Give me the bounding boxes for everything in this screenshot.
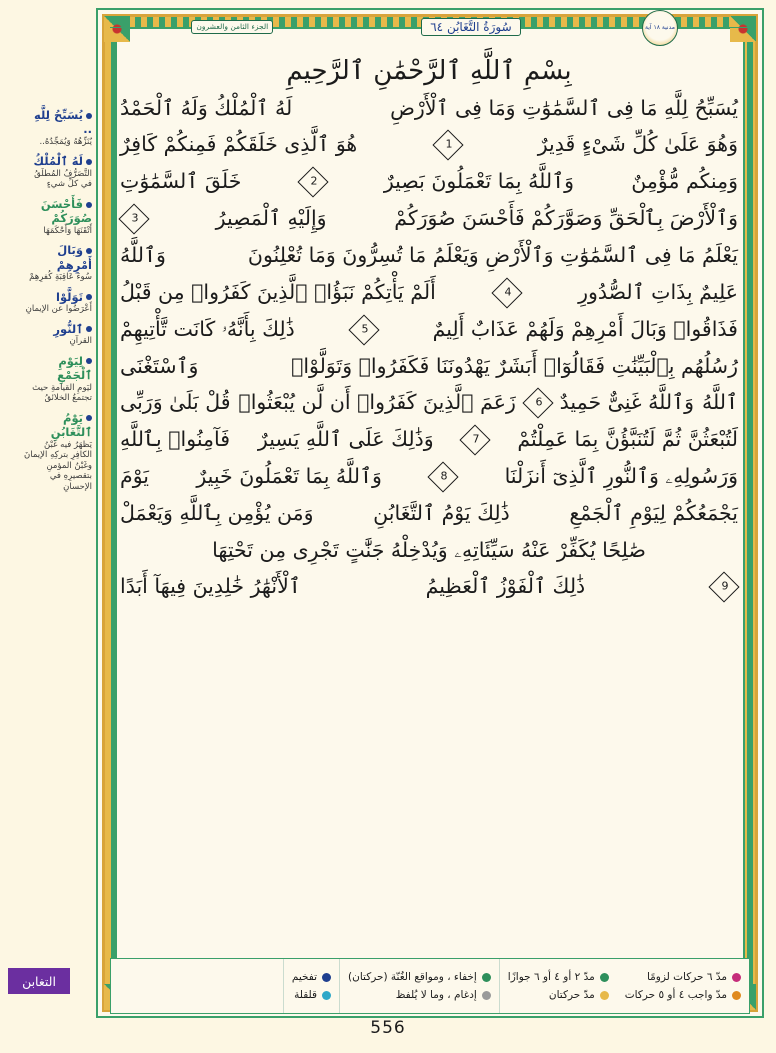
list-item [508, 971, 609, 983]
list-item [24, 154, 92, 190]
quran-line [118, 201, 740, 238]
quran-segment: يَعْلَمُ مَا فِى ٱلسَّمَٰوَٰتِ وَٱلْأَرْضِ وَيَعْلَمُ مَا تُسِرُّونَ وَمَا تُعْلِنُونَ [247, 243, 738, 268]
quran-segment: خَلَقَ ٱلسَّمَٰوَٰتِ [120, 169, 242, 194]
quran-line [118, 164, 740, 201]
quran-segment: ٱلْأَنْهَٰرُ خَٰلِدِينَ فِيهَآ أَبَدًا [120, 574, 301, 599]
quran-segment: رُسُلُهُم بِٱلْبَيِّنَٰتِ فَقَالُوٓا۟ أَبَشَرٌ يَهْدُونَنَا فَكَفَرُوا۟ وَتَوَلَّوْا۟ [291, 353, 738, 378]
legend-column [339, 959, 499, 1013]
note-body: أَعْرَضُوا عن الإيمانِ [25, 304, 92, 315]
legend-column [617, 959, 749, 1013]
color-swatch-icon [600, 991, 609, 1000]
quran-segment: وَٱللَّهُ بِمَا تَعْمَلُونَ بَصِيرٌ [383, 169, 575, 194]
list-item [292, 989, 331, 1001]
quran-segment: يَجْمَعُكُمْ لِيَوْمِ ٱلْجَمْعِ [569, 501, 738, 526]
aya-number-5: 5 [348, 314, 379, 345]
aya-number-7: 7 [460, 424, 491, 455]
legend-label: إدغام ، وما لا يُلفظ [395, 989, 477, 1001]
list-item [348, 971, 491, 983]
quran-segment: وَمِنكُم مُّؤْمِنٌ [631, 169, 738, 194]
quran-segment: ذَٰلِكَ ٱلْفَوْزُ ٱلْعَظِيمُ [425, 574, 586, 599]
list-item [24, 354, 92, 404]
note-body: التَّصَرُّفُ المُطلَقُ في كلِّ شيءٍ [34, 168, 92, 190]
quran-segment: وَٱللَّهُ غَنِىٌّ حَمِيدٌ [559, 390, 695, 415]
list-item [508, 989, 609, 1001]
surah-tab[interactable]: التغابن [8, 968, 70, 994]
color-swatch-icon [322, 991, 331, 1000]
margin-notes-list [24, 108, 92, 500]
quran-segment: لَتُبْعَثُنَّ ثُمَّ لَتُنَبَّؤُنَّ بِمَا عَمِلْتُمْ [517, 427, 738, 452]
legend-label: قلقلة [294, 989, 318, 1001]
legend-label: مدّ حركتان [548, 989, 595, 1001]
list-item [24, 243, 92, 282]
note-keyword: يُسَبِّحُ لِلَّهِ .. [34, 108, 92, 137]
quran-segment: وَٱللَّهُ [120, 243, 166, 268]
note-keyword: تَوَلَّوْا [24, 290, 92, 304]
note-body: ليَومِ القيامةِ حيث تجتمعُ الخلائقُ [32, 382, 92, 404]
quran-line [118, 274, 740, 311]
bullet-icon [86, 159, 92, 165]
aya-number-6: 6 [522, 387, 553, 418]
quran-segment: وَٱلْأَرْضَ بِٱلْحَقِّ وَصَوَّرَكُمْ فَأَحْسَنَ صُوَرَكُمْ [394, 206, 738, 231]
quran-segment: وَهُوَ عَلَىٰ كُلِّ شَىْءٍ قَدِيرٌ [537, 132, 738, 157]
quran-line [118, 90, 740, 127]
juz-label: الجزء الثامن والعشرون [191, 20, 273, 35]
quran-line [118, 348, 740, 385]
aya-number-3: 3 [118, 203, 149, 234]
list-item [24, 411, 92, 493]
quran-segment: زَعَمَ ٱلَّذِينَ كَفَرُوا۟ أَن لَّن يُبْعَثُوا۟ [238, 390, 516, 415]
legend-label: مدّ واجب ٤ أو ٥ حركات [624, 989, 727, 1001]
list-item [625, 989, 741, 1001]
list-item [24, 322, 92, 347]
quran-segment: وَٱسْتَغْنَى [120, 353, 199, 378]
quran-segment: فَذَاقُوا۟ وَبَالَ أَمْرِهِمْ وَلَهُمْ عَذَابٌ أَلِيمٌ [432, 316, 738, 341]
surah-medallion-icon: مدنية ١٨ آية [642, 10, 678, 46]
quran-line [118, 311, 740, 348]
quran-segment: قُلْ بَلَىٰ وَرَبِّى [120, 390, 231, 415]
note-body: يُنَزِّهُهُ وَيُمَجِّدُهُ.. [39, 136, 92, 147]
aya-number-4: 4 [491, 277, 522, 308]
note-body: أَتْقَنَهَا وَأَحْكَمَهَا [43, 225, 92, 236]
color-swatch-icon [600, 973, 609, 982]
bullet-icon [86, 326, 92, 332]
list-item [348, 989, 491, 1001]
quran-segment: يُسَبِّحُ لِلَّهِ مَا فِى ٱلسَّمَٰوَٰتِ وَمَا فِى ٱلْأَرْضِ [390, 95, 738, 120]
legend-label: إخفاء ، ومواقع الغُنّة (حركتان) [348, 971, 477, 983]
quran-segment: صَٰلِحًا يُكَفِّرْ عَنْهُ سَيِّئَاتِهِۦ وَيُدْخِلْهُ جَنَّٰتٍ تَجْرِى مِن تَحْتِهَا [212, 537, 646, 562]
bullet-icon [86, 415, 92, 421]
list-item [24, 197, 92, 236]
page-header [110, 10, 750, 44]
aya-number-8: 8 [428, 461, 459, 492]
note-keyword: ٱلنُّورِ [24, 322, 92, 336]
note-body: يَظهَرُ فيه غَبْنُ الكافِرِ بتركِهِ الإيمانَ وغَبْنُ المؤمنِ بتقصيرِهِ في الإحسانِ [24, 439, 92, 492]
quran-line [118, 127, 740, 164]
note-keyword: لِيَوْمِ ٱلْجَمْعِ [57, 353, 92, 383]
note-body: سُوءَ عَاقِبَةِ كُفرِهِمْ [29, 272, 92, 283]
quran-segment: يَوْمَ [120, 464, 149, 489]
quran-segment: ذَٰلِكَ بِأَنَّهُۥ كَانَت تَّأْتِيهِمْ [120, 316, 295, 341]
note-keyword: وَبَالَ أَمْرِهِمْ [56, 243, 92, 272]
list-item [24, 108, 92, 147]
list-item [24, 290, 92, 315]
legend-column [499, 959, 617, 1013]
quran-segment: أَلَمْ يَأْتِكُمْ نَبَؤُا۟ ٱلَّذِينَ كَفَرُوا۟ مِن قَبْلُ [120, 279, 436, 304]
quran-line [118, 422, 740, 459]
legend-label: تفخيم [291, 971, 318, 983]
quran-segment: وَمَن يُؤْمِن بِٱللَّهِ وَيَعْمَلْ [120, 501, 314, 526]
basmala-line: بِسْمِ ٱللَّهِ ٱلرَّحْمَٰنِ ٱلرَّحِيمِ [286, 56, 572, 86]
bullet-icon [86, 358, 92, 364]
note-keyword: فَأَحْسَنَ صُوَرَكُمْ [40, 197, 92, 226]
note-body: القرآنِ [69, 336, 92, 347]
quran-segment: ذَٰلِكَ يَوْمُ ٱلتَّغَابُنِ [373, 501, 510, 526]
bullet-icon [86, 248, 92, 254]
quran-segment: لَهُ ٱلْمُلْكُ وَلَهُ ٱلْحَمْدُ [120, 95, 293, 120]
quran-segment: وَذَٰلِكَ عَلَى ٱللَّهِ يَسِيرٌ [257, 427, 434, 452]
note-keyword: يَوْمُ ٱلتَّغَابُنِ [50, 410, 92, 440]
quran-line [118, 459, 740, 496]
legend-label: مدّ ٦ حركات لزومًا [646, 971, 727, 983]
quran-line [118, 532, 740, 569]
quran-line [118, 385, 740, 422]
aya-number-1: 1 [432, 129, 463, 160]
bullet-icon [86, 294, 92, 300]
tajweed-legend [110, 958, 750, 1014]
color-swatch-icon [732, 991, 741, 1000]
note-keyword: لَهُ ٱلْمُلْكُ [24, 154, 92, 168]
quran-text-body [118, 48, 740, 948]
aya-number-2: 2 [297, 166, 328, 197]
color-swatch-icon [482, 973, 491, 982]
list-item [292, 971, 331, 983]
quran-segment: فَآمِنُوا۟ بِٱللَّهِ [120, 427, 231, 452]
quran-segment: عَلِيمٌ بِذَاتِ ٱلصُّدُورِ [578, 279, 738, 304]
quran-line [118, 238, 740, 275]
quran-line [118, 496, 740, 533]
aya-number-9: 9 [708, 572, 739, 603]
color-swatch-icon [482, 991, 491, 1000]
legend-label: مدّ ٢ أو ٤ أو ٦ جوازًا [507, 971, 595, 983]
quran-segment: وَإِلَيْهِ ٱلْمَصِيرُ [215, 206, 327, 231]
quran-segment: هُوَ ٱلَّذِى خَلَقَكُمْ فَمِنكُمْ كَافِرٌ [120, 132, 358, 157]
page-number: 556 [370, 1018, 406, 1038]
color-swatch-icon [322, 973, 331, 982]
quran-segment: وَرَسُولِهِۦ وَٱلنُّورِ ٱلَّذِىٓ أَنزَلْنَا [504, 464, 738, 489]
quran-line [118, 569, 740, 606]
bullet-icon [86, 202, 92, 208]
quran-segment: وَٱللَّهُ بِمَا تَعْمَلُونَ خَبِيرٌ [196, 464, 382, 489]
surah-title: سُورَةُ التَّغَابُن ٦٤ [421, 18, 520, 36]
legend-column [283, 959, 339, 1013]
color-swatch-icon [732, 973, 741, 982]
quran-segment: ٱللَّهُ [701, 390, 738, 415]
list-item [625, 971, 741, 983]
bullet-icon [86, 113, 92, 119]
